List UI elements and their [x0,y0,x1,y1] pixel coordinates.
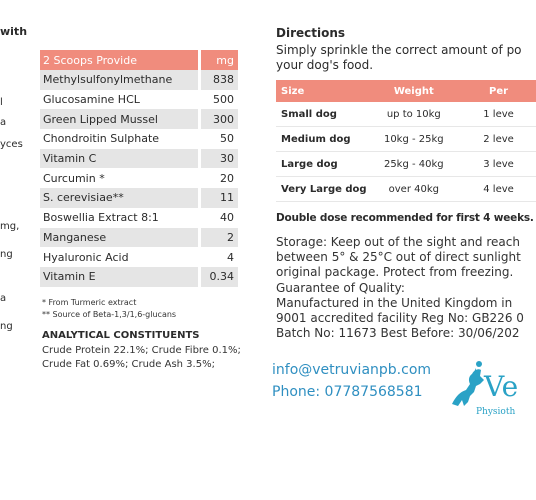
dosage-size: Small dog [276,102,367,127]
logo-subtitle: Physioth [476,407,516,417]
ingredient-row [40,109,238,129]
dosage-header-row [276,80,536,102]
ingredient-value: 50 [200,129,239,149]
double-dose-note: Double dose recommended for first 4 weeks. [276,212,534,224]
dosage-amount: 3 leve [461,152,536,177]
dosage-size: Medium dog [276,127,367,152]
footnote-glucans: ** Source of Beta-1,3/1,6-glucans [42,310,177,319]
dosage-size: Large dog [276,152,367,177]
left-text-fragment: a [0,117,7,128]
ingredients-header-row [40,50,238,70]
dosage-amount: 4 leve [461,177,536,202]
left-text-fragment: a [0,293,7,304]
ingredient-name: Glucosamine HCL [40,90,200,110]
left-text-fragment: ng [0,321,13,332]
ingredient-name: Green Lipped Mussel [40,109,200,129]
ingredient-value: 2 [200,228,239,248]
storage-info [276,235,524,341]
ingredient-row [40,149,238,169]
ingredient-row [40,228,238,248]
ingredient-row [40,129,238,149]
directions-title: Directions [276,26,346,40]
dosage-size: Very Large dog [276,177,367,202]
logo-wordmark: Ve [484,370,519,403]
directions-text [276,43,522,73]
dosage-table-wrapper [276,80,514,202]
dosage-weight: 10kg - 25kg [367,127,461,152]
directions-line: your dog's food. [276,58,374,72]
contact-email[interactable]: info@vetruvianpb.com [272,362,432,378]
left-text-fragment: mg, [0,221,20,232]
ingredient-row [40,168,238,188]
dosage-table [276,80,536,202]
storage-line: original package. Protect from freezing. [276,265,514,280]
ingredient-value: 500 [200,90,239,110]
ingredients-header-name: 2 Scoops Provide [40,50,200,70]
ingredient-value: 40 [200,208,239,228]
analytical-text: Crude Protein 22.1%; Crude Fibre 0.1%; Crude Fat 0.69%; Crude Ash 3.5%; [42,345,241,370]
ingredient-name: Curcumin * [40,168,200,188]
ingredient-value: 20 [200,168,239,188]
dosage-row [276,102,536,127]
ingredient-name: Manganese [40,228,200,248]
ingredient-row [40,70,238,90]
ingredient-name: Hyaluronic Acid [40,247,200,267]
dosage-row [276,152,536,177]
ingredient-row [40,208,238,228]
directions-line: Simply sprinkle the correct amount of po [276,43,522,57]
left-text-fragment: ng [0,249,13,260]
ingredient-name: Boswellia Extract 8:1 [40,208,200,228]
dosage-header-weight: Weight [367,80,461,102]
dosage-weight: up to 10kg [367,102,461,127]
ingredient-value: 300 [200,109,239,129]
storage-line: Batch No: 11673 Best Before: 30/06/202 [276,326,520,341]
brand-logo [446,346,519,426]
ingredient-row [40,247,238,267]
left-column-heading-fragment: with [0,25,28,38]
dosage-header-per: Per [461,80,536,102]
storage-line: Storage: Keep out of the sight and reach [276,235,520,249]
ingredients-table [40,50,238,287]
ingredient-value: 11 [200,188,239,208]
ingredient-name: Methylsulfonylmethane [40,70,200,90]
ingredient-value: 30 [200,149,239,169]
ingredient-name: Vitamin C [40,149,200,169]
ingredient-row [40,188,238,208]
ingredient-value: 0.34 [200,267,239,287]
ingredient-name: Chondroitin Sulphate [40,129,200,149]
footnote-turmeric: * From Turmeric extract [42,298,137,307]
ingredient-name: Vitamin E [40,267,200,287]
ingredient-row [40,267,238,287]
contact-phone[interactable]: Phone: 07787568581 [272,384,423,400]
dosage-row [276,177,536,202]
storage-line: Guarantee of Quality: [276,280,405,295]
storage-line: between 5° & 25°C out of direct sunlight [276,250,521,265]
dosage-weight: 25kg - 40kg [367,152,461,177]
analytical-heading: ANALYTICAL CONSTITUENTS [42,330,200,341]
ingredient-row [40,90,238,110]
dosage-row [276,127,536,152]
left-text-fragment: l [0,97,3,108]
storage-line: Manufactured in the United Kingdom in [276,295,513,310]
left-text-fragment: yces [0,139,23,150]
dosage-weight: over 40kg [367,177,461,202]
dosage-header-size: Size [276,80,367,102]
dosage-amount: 2 leve [461,127,536,152]
ingredient-name: S. cerevisiae** [40,188,200,208]
ingredient-value: 4 [200,247,239,267]
ingredient-value: 838 [200,70,239,90]
storage-line: 9001 accredited facility Reg No: GB226 0 [276,311,524,326]
dosage-amount: 1 leve [461,102,536,127]
ingredients-header-unit: mg [200,50,239,70]
